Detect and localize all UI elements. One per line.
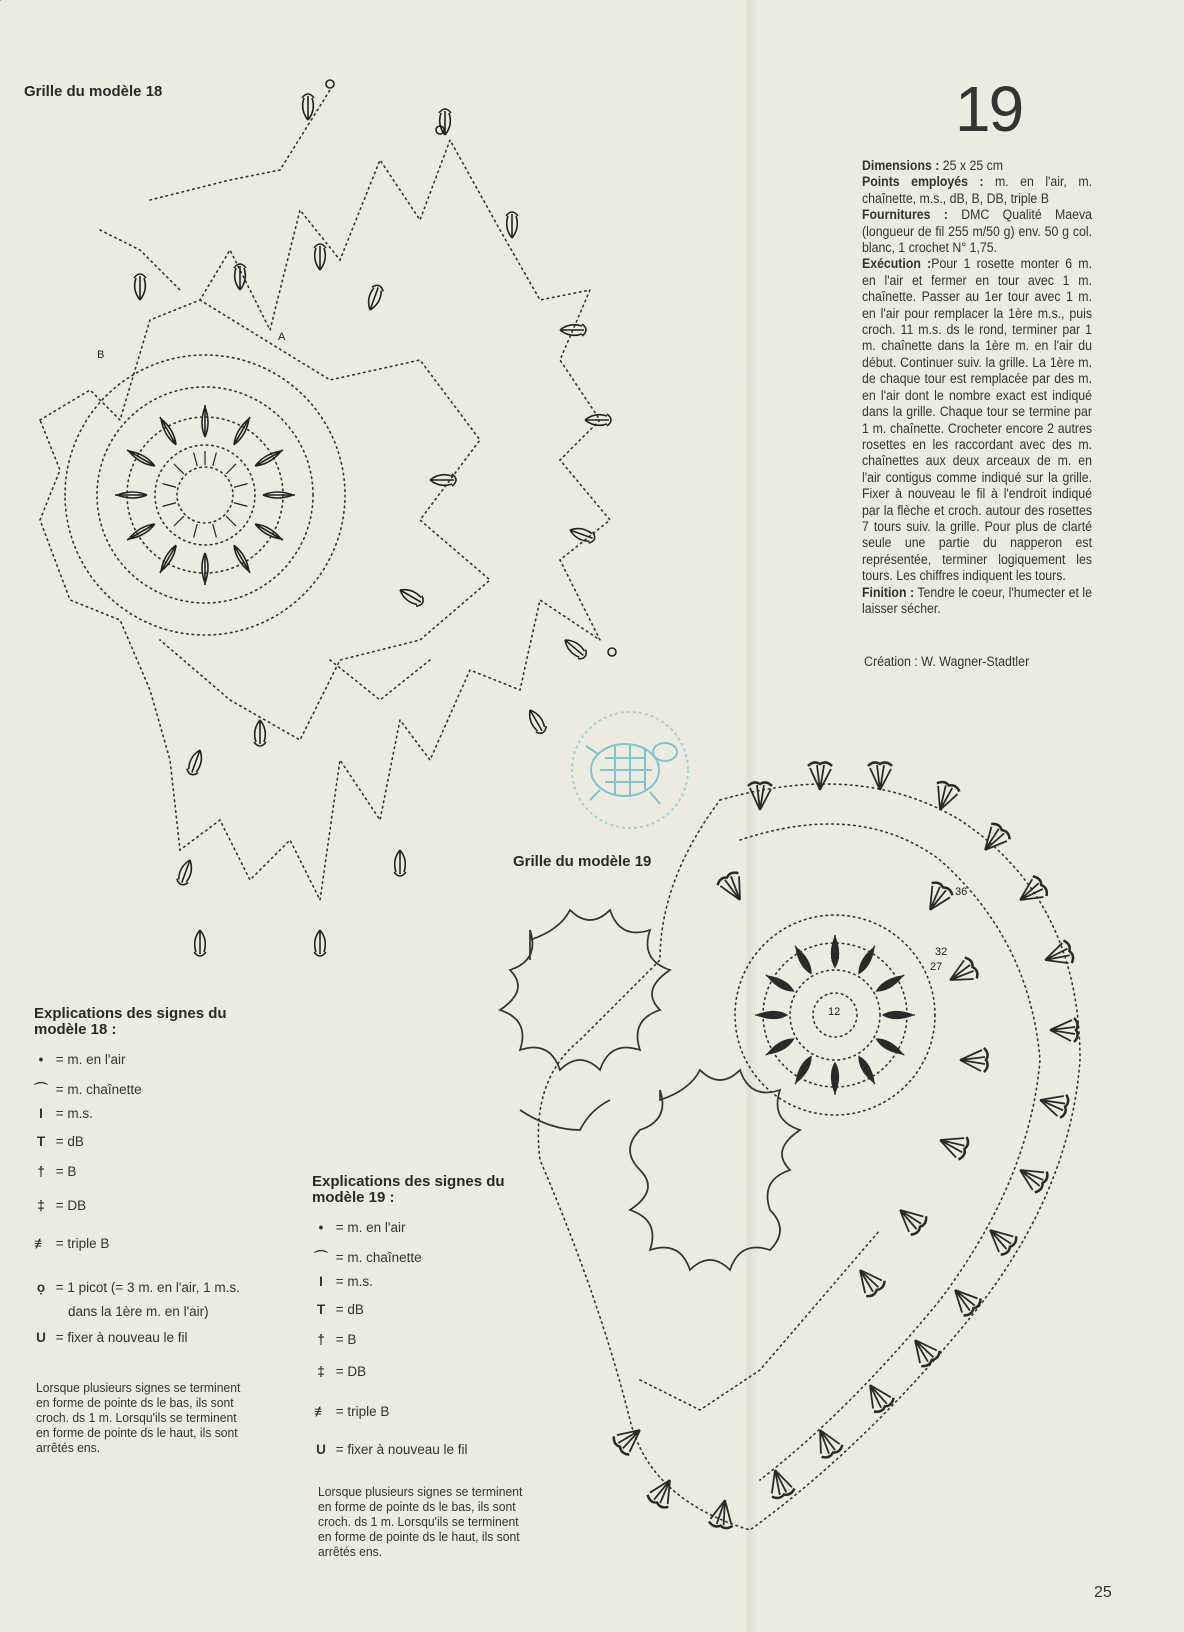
triple-treble-icon: ≢ bbox=[314, 1404, 328, 1419]
legend19-text: = fixer à nouveau le fil bbox=[335, 1442, 468, 1457]
chain-stitch-icon: • bbox=[318, 1220, 324, 1235]
model19-legend-title-line1: Explications des signes du bbox=[312, 1173, 505, 1190]
legend18-text: dans la 1ère m. en l'air) bbox=[68, 1304, 209, 1319]
treble-icon: ‡ bbox=[37, 1198, 45, 1213]
model19-grid-title: Grille du modèle 19 bbox=[513, 853, 652, 870]
model19-label-32: 32 bbox=[935, 946, 948, 958]
legend19-text: = triple B bbox=[335, 1404, 390, 1419]
model18-legend-title-line2: modèle 18 : bbox=[34, 1021, 117, 1038]
legend19-row-slip bbox=[310, 1246, 422, 1266]
model19-legend-title-line2: modèle 19 : bbox=[312, 1189, 395, 1206]
legend18-row-b bbox=[30, 1164, 76, 1179]
triple-treble-icon: ≢ bbox=[34, 1236, 48, 1251]
legend19-row-ms bbox=[310, 1274, 373, 1289]
legend18-row-slip bbox=[30, 1078, 142, 1098]
rejoin-yarn-icon: U bbox=[316, 1442, 326, 1457]
legend18-row-chain bbox=[30, 1052, 126, 1067]
dimensions-label: Dimensions : bbox=[862, 158, 940, 173]
note19-line: arrêtés ens. bbox=[318, 1544, 383, 1559]
legend18-text: = DB bbox=[55, 1198, 87, 1213]
note19-line: en forme de pointe ds le haut, ils sont bbox=[318, 1529, 520, 1544]
legend18-row-fix bbox=[30, 1330, 187, 1345]
legend18-row-triple bbox=[30, 1236, 109, 1251]
single-crochet-icon: I bbox=[39, 1106, 43, 1121]
legend18-row-dbl bbox=[30, 1198, 86, 1213]
note18-line: en forme de pointe ds le bas, ils sont bbox=[36, 1395, 234, 1410]
legend19-row-chain bbox=[310, 1220, 406, 1235]
supplies-label: Fournitures : bbox=[862, 207, 948, 223]
rejoin-yarn-icon: U bbox=[36, 1330, 46, 1345]
legend18-text: = 1 picot (= 3 m. en l'air, 1 m.s. bbox=[55, 1280, 240, 1295]
model18-legend-title bbox=[34, 1006, 227, 1038]
note18-line: en forme de pointe ds le haut, ils sont bbox=[36, 1425, 238, 1440]
legend19-text: = dB bbox=[335, 1302, 364, 1317]
execution-value: Pour 1 rosette monter 6 m. en l'air et fermer en tour avec 1 m. chaînette. Passer au 1er tour avec 1 m. en l'air pour remplacer la 1ère m.s., puis croch. 11 m.s. ds le rond, terminer par 1 m. chaînette dans la 1ère m. en l'air du début. Continuer suiv. la grille. La 1ère m. de chaque tour est remplacée par des m. en l'air dont le nombre exact est indiqué dans la grille. Chaque tour se termine par 1 m. chaînette. Crocheter encore 2 autres rosettes en les raccordant avec des m. chaînettes aux deux arceaux de m. en l'air contigus comme indiqué sur la grille. Fixer à nouveau le fil à l'endroit indiqué par la flèche et croch. autour des rosettes 7 tours suiv. la grille. Pour plus de clarté seule une partie du napperon est représentée, terminer logiquement les tours. Les chiffres indiquent les tours. bbox=[862, 256, 1092, 584]
legend19-row-dbl bbox=[310, 1364, 366, 1379]
note19-line: en forme de pointe ds le bas, ils sont bbox=[318, 1499, 516, 1514]
model19-label-12: 12 bbox=[828, 1006, 841, 1018]
legend19-text: = B bbox=[335, 1332, 357, 1347]
model19-label-36: 36 bbox=[955, 886, 968, 898]
picot-icon: ọ bbox=[36, 1280, 46, 1295]
model18-note bbox=[36, 1380, 240, 1455]
legend19-text: = m. en l'air bbox=[335, 1220, 406, 1235]
points-value: m. en l'air, m. chaînette, m.s., dB, B, DB, triple B bbox=[862, 174, 1093, 206]
legend19-text: = m. chaînette bbox=[335, 1250, 422, 1265]
legend18-text: = triple B bbox=[55, 1236, 110, 1251]
slip-stitch-icon: ⌒ bbox=[314, 1250, 328, 1265]
note18-line: Lorsque plusieurs signes se terminent bbox=[36, 1380, 241, 1395]
points-label: Points employés : bbox=[862, 174, 984, 190]
legend18-row-db bbox=[30, 1134, 84, 1149]
note18-line: arrêtés ens. bbox=[36, 1440, 101, 1455]
legend19-row-triple bbox=[310, 1404, 389, 1419]
note19-line: Lorsque plusieurs signes se terminent bbox=[318, 1484, 523, 1499]
half-double-icon: T bbox=[316, 1302, 326, 1317]
legend19-row-fix bbox=[310, 1442, 467, 1457]
finishing-label: Finition : bbox=[862, 584, 915, 600]
model18-legend-title-line1: Explications des signes du bbox=[34, 1005, 227, 1022]
legend18-text: = m.s. bbox=[55, 1106, 93, 1121]
chain-stitch-icon: • bbox=[38, 1052, 44, 1067]
model19-legend-title bbox=[312, 1174, 505, 1206]
legend18-text: = fixer à nouveau le fil bbox=[55, 1330, 188, 1345]
finishing-value: Tendre le coeur, l'humecter et le laisser sécher. bbox=[862, 584, 1092, 616]
legend18-row-ms bbox=[30, 1106, 93, 1121]
legend19-text: = DB bbox=[335, 1364, 367, 1379]
legend19-text: = m.s. bbox=[335, 1274, 373, 1289]
note18-line: croch. ds 1 m. Lorsqu'ils se terminent bbox=[36, 1410, 237, 1425]
supplies-value: DMC Qualité Maeva (longueur de fil 255 m/50 g) env. 50 g col. blanc, 1 crochet N° 1,75. bbox=[862, 207, 1092, 256]
legend18-text: = B bbox=[55, 1164, 77, 1179]
legend19-row-b bbox=[310, 1332, 356, 1347]
model19-label-27: 27 bbox=[930, 961, 943, 973]
legend18-row-picot-cont bbox=[68, 1304, 209, 1319]
legend19-row-db bbox=[310, 1302, 364, 1317]
model19-number: 19 bbox=[955, 73, 1023, 145]
legend18-text: = m. chaînette bbox=[55, 1082, 142, 1097]
double-crochet-icon: † bbox=[317, 1332, 325, 1347]
model19-crochet-chart bbox=[510, 760, 1130, 1560]
page-number: 25 bbox=[1094, 1584, 1112, 1601]
dimensions-value: 25 x 25 cm bbox=[939, 158, 1004, 173]
note19-line: croch. ds 1 m. Lorsqu'ils se terminent bbox=[318, 1514, 519, 1529]
legend18-row-picot bbox=[30, 1280, 240, 1295]
model19-credit: Création : W. Wagner-Stadtler bbox=[864, 654, 1030, 669]
model19-spec-block bbox=[862, 158, 1092, 617]
model19-note bbox=[318, 1484, 522, 1559]
model18-label-b: B bbox=[97, 349, 105, 361]
model18-grid-title: Grille du modèle 18 bbox=[24, 83, 163, 100]
legend18-text: = dB bbox=[55, 1134, 84, 1149]
half-double-icon: T bbox=[36, 1134, 46, 1149]
single-crochet-icon: I bbox=[319, 1274, 323, 1289]
legend18-text: = m. en l'air bbox=[55, 1052, 126, 1067]
execution-label: Exécution : bbox=[862, 256, 932, 272]
treble-icon: ‡ bbox=[317, 1364, 325, 1379]
slip-stitch-icon: ⌒ bbox=[34, 1082, 48, 1097]
model18-label-a: A bbox=[278, 331, 286, 343]
double-crochet-icon: † bbox=[37, 1164, 45, 1179]
